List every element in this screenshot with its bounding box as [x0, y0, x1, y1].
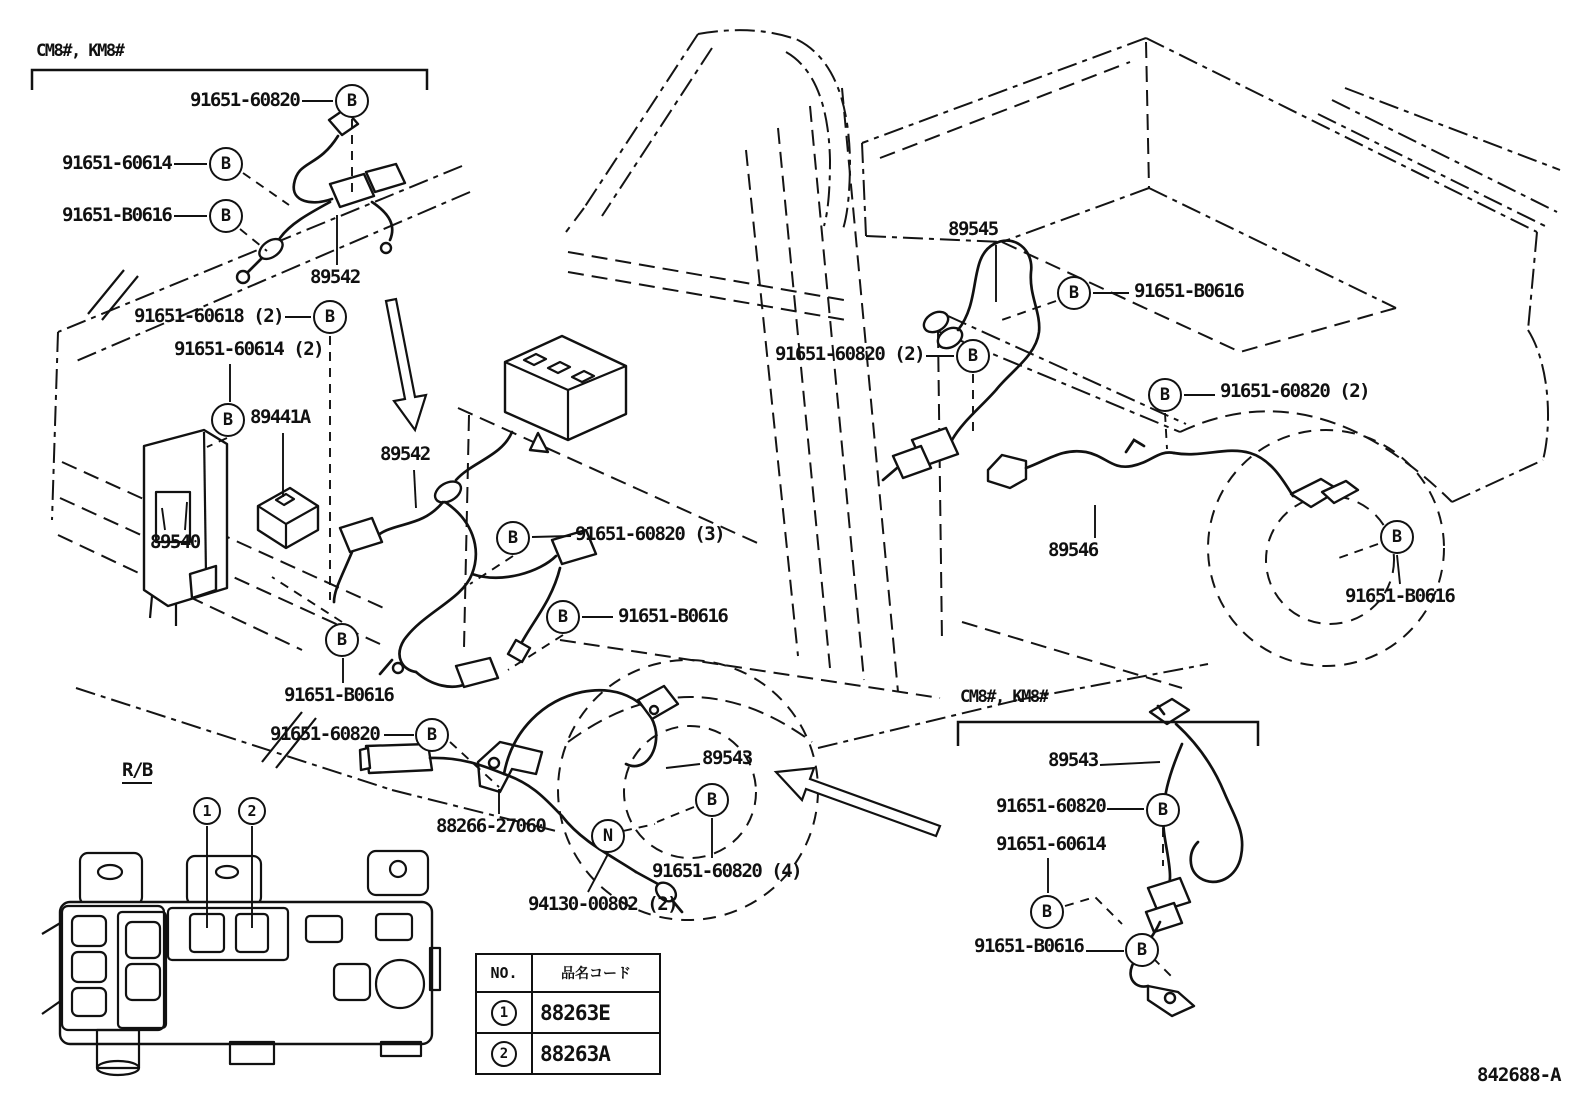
part-label-91651-60614-br: 91651-60614	[996, 833, 1106, 855]
part-label-89546: 89546	[1048, 539, 1098, 561]
part-label-91651-60614-2: 91651-60614 (2)	[174, 338, 324, 360]
table-row	[477, 1032, 659, 1073]
group-label-bottom-right: CM8#, KM8#	[960, 687, 1048, 707]
part-label-91651-60820-2-right: 91651-60820 (2)	[1220, 380, 1370, 402]
part-label-91651-b0616-rear-wheel: 91651-B0616	[1345, 585, 1455, 607]
callout-b-2: B	[209, 199, 243, 233]
callout-b-3: B	[313, 300, 347, 334]
callout-b-11: B	[1057, 276, 1091, 310]
part-label-89545: 89545	[948, 218, 998, 240]
harness-89546	[988, 440, 1174, 488]
rb-label: R/B	[122, 760, 152, 784]
part-label-91651-b0616-br: 91651-B0616	[974, 935, 1084, 957]
table-code-cell: 88263A	[540, 1041, 610, 1066]
part-label-89441a: 89441A	[250, 406, 310, 428]
callout-b-6: B	[546, 600, 580, 634]
part-label-91651-b0616-left: 91651-B0616	[284, 684, 394, 706]
part-label-91651-60820-2-left: 91651-60820 (2)	[775, 343, 925, 365]
part-label-91651-60820: 91651-60820	[190, 89, 300, 111]
part-label-88266-27060: 88266-27060	[436, 815, 546, 837]
table-header-code: 品名コード	[561, 966, 631, 982]
pointer-arrows	[386, 299, 940, 836]
callout-b-5: B	[496, 521, 530, 555]
callout-b-16: B	[1030, 895, 1064, 929]
part-label-91651-60614: 91651-60614	[62, 152, 172, 174]
sensor-harness-89543-front	[360, 686, 682, 912]
abs-ecu	[505, 336, 626, 452]
table-ref-cell	[477, 993, 533, 1032]
callout-b-0: B	[335, 84, 369, 118]
table-code-cell: 88263E	[540, 1000, 610, 1025]
rear-sensor-cable	[1174, 451, 1358, 507]
part-label-91651-b0616-center: 91651-B0616	[618, 605, 728, 627]
callout-b-12: B	[956, 339, 990, 373]
table-header-row	[477, 955, 659, 991]
callout-b-14: B	[1380, 520, 1414, 554]
callout-b-7: B	[325, 623, 359, 657]
part-label-91651-b0616-bed: 91651-B0616	[1134, 280, 1244, 302]
ref-circle-2: 2	[238, 797, 266, 825]
table-header-no: NO.	[477, 955, 533, 991]
callout-b-4: B	[211, 403, 245, 437]
ref-2-icon: 2	[491, 1041, 517, 1067]
drawing-number: 842688-A	[1477, 1064, 1561, 1086]
part-label-89540: 89540	[150, 531, 200, 553]
table-row	[477, 991, 659, 1032]
table-ref-cell	[477, 1034, 533, 1073]
ref-circle-1: 1	[193, 797, 221, 825]
callout-n-10: N	[591, 819, 625, 853]
part-label-89543-front: 89543	[702, 747, 752, 769]
part-label-89542-lower: 89542	[380, 443, 430, 465]
relay-89441a	[258, 488, 318, 548]
part-label-91651-60618-2: 91651-60618 (2)	[134, 305, 284, 327]
sensor-harness-89543-rear	[1131, 699, 1243, 1016]
group-label-top-left: CM8#, KM8#	[36, 41, 124, 61]
callout-b-1: B	[209, 147, 243, 181]
part-label-91651-b0616: 91651-B0616	[62, 204, 172, 226]
part-label-94130-00802-2: 94130-00802 (2)	[528, 893, 678, 915]
callout-b-9: B	[695, 783, 729, 817]
callout-b-13: B	[1148, 378, 1182, 412]
part-label-91651-60820-4: 91651-60820 (4)	[652, 860, 802, 882]
callout-b-8: B	[415, 718, 449, 752]
part-label-89543-rear: 89543	[1048, 749, 1098, 771]
parts-table	[475, 953, 661, 1075]
ref-1-icon: 1	[491, 1000, 517, 1026]
callout-b-15: B	[1146, 793, 1180, 827]
part-label-91651-60820-left: 91651-60820	[270, 723, 380, 745]
part-label-91651-60820-br: 91651-60820	[996, 795, 1106, 817]
callout-b-17: B	[1125, 933, 1159, 967]
part-label-91651-60820-3: 91651-60820 (3)	[575, 523, 725, 545]
fuse-box-rb	[42, 826, 440, 1075]
part-label-89542-upper: 89542	[310, 266, 360, 288]
